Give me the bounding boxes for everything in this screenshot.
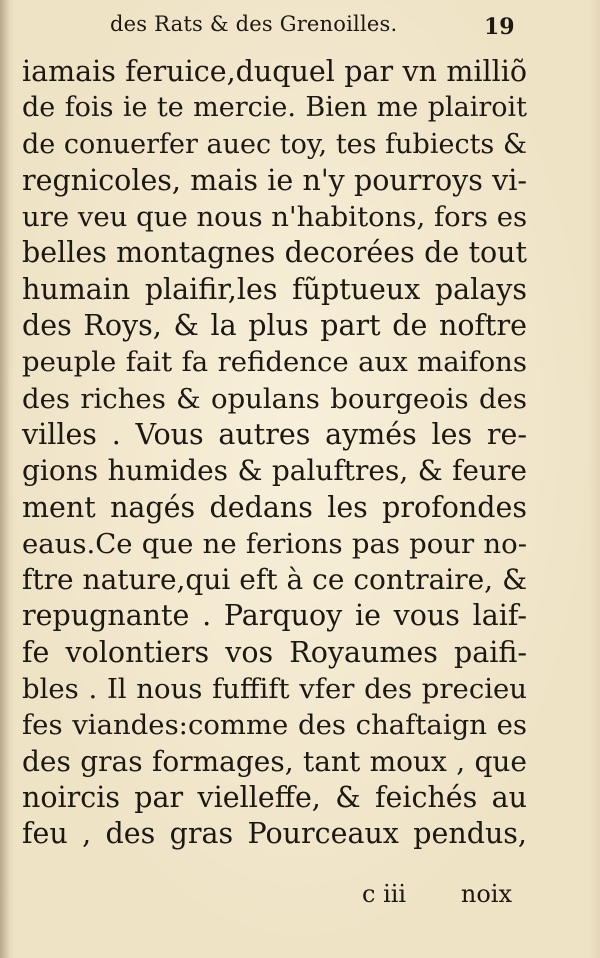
signature-mark: c iii <box>362 880 407 908</box>
text-line: fe volontiers vos Royaumes paifi- <box>22 635 527 669</box>
text-line: gions humides & paluftres, & feure <box>22 454 527 488</box>
text-line: de conuerfer auec toy, tes fubiects & <box>22 128 527 160</box>
text-line: feu , des gras Pourceaux pendus, <box>22 817 527 851</box>
text-line: peuple fait fa refidence aux maifons <box>22 346 527 379</box>
text-line: noircis par vielleffe, & feichés au <box>22 780 527 814</box>
text-line: humain plaifir,les fũptueux palays <box>22 272 527 306</box>
gutter-shadow <box>0 0 10 958</box>
direction-line <box>362 880 512 908</box>
text-line: des gras formages, tant moux , que <box>22 744 527 778</box>
text-line: bles . Il nous fuffift vfer des precieu <box>22 673 527 706</box>
text-line: iamais feruice,duquel par vn milliõ <box>22 55 527 88</box>
text-line: fes viandes:comme des chaftaign es <box>22 709 527 742</box>
running-head: des Rats & des Grenoilles. <box>110 12 398 36</box>
text-line: eaus.Ce que ne ferions pas pour no- <box>22 527 527 560</box>
text-line: belles montagnes decorées de tout <box>22 236 527 270</box>
body-text <box>22 54 527 853</box>
text-line: regnicoles, mais ie n'y pourroys vi- <box>22 163 527 197</box>
text-line: des Roys, & la plus part de noftre <box>22 309 527 343</box>
catchword: noix <box>460 880 512 908</box>
text-line: ure veu que nous n'habitons, fors es <box>22 201 528 234</box>
text-line: des riches & opulans bourgeois des <box>22 382 527 415</box>
text-line: villes . Vous autres aymés les re- <box>22 417 527 451</box>
text-line: de fois ie te mercie. Bien me plairoit <box>22 92 527 124</box>
text-line: ment nagés dedans les profondes <box>22 490 527 524</box>
text-line: repugnante . Parquoy ie vous laif- <box>22 599 527 633</box>
page-number: 19 <box>484 14 515 40</box>
text-line: ftre nature,qui eft à ce contraire, & <box>22 563 527 597</box>
